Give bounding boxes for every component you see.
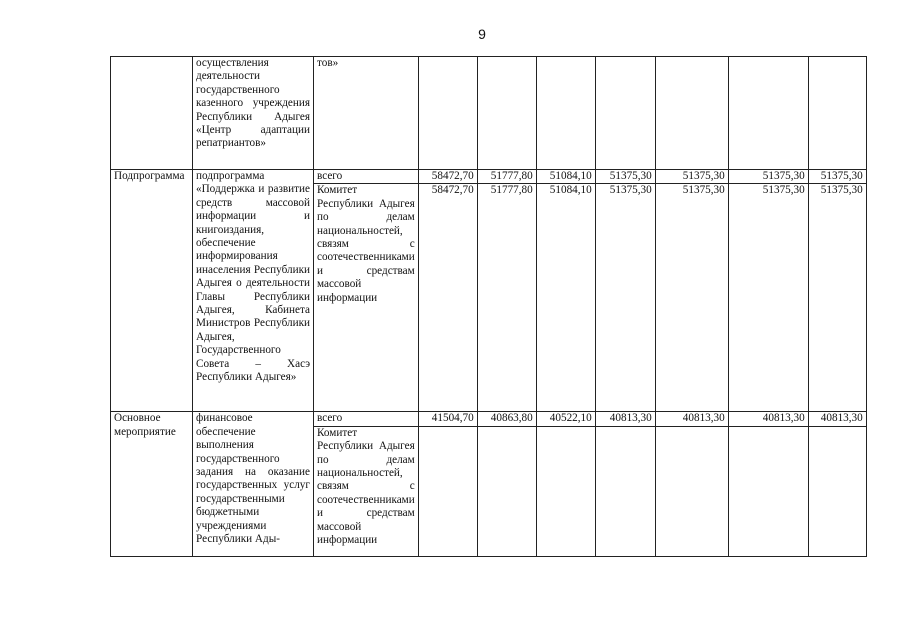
value-cell: 40522,10 [536, 412, 595, 426]
table-row-subprogram-total [111, 170, 867, 184]
value-cell [477, 57, 536, 170]
value-cell [595, 426, 655, 556]
budget-table [110, 56, 867, 557]
value-cell [418, 426, 477, 556]
value-cell [536, 57, 595, 170]
value-cell: 40813,30 [728, 412, 808, 426]
value-cell: 51375,30 [728, 170, 808, 184]
value-cell: 51777,80 [477, 184, 536, 412]
value-cell [728, 426, 808, 556]
value-cell: 51375,30 [595, 184, 655, 412]
value-cell [808, 426, 866, 556]
category-cell: Подпрограмма [111, 170, 193, 412]
value-cell: 51777,80 [477, 170, 536, 184]
value-cell [808, 57, 866, 170]
value-cell: 40813,30 [595, 412, 655, 426]
value-cell: 51375,30 [808, 184, 866, 412]
value-cell: 51375,30 [595, 170, 655, 184]
responsible-cell: тов» [314, 57, 419, 170]
value-cell [655, 57, 728, 170]
category-cell [111, 57, 193, 170]
value-cell: 51375,30 [808, 170, 866, 184]
value-cell: 51084,10 [536, 184, 595, 412]
value-cell: 51375,30 [655, 170, 728, 184]
activity-name-cell: осуществления деятельности государственного казенного учреждения Республики Адыгея «Центр адаптации репатриантов» [193, 57, 314, 170]
value-cell: 40813,30 [655, 412, 728, 426]
responsible-cell: Комитет Республики Адыгея по делам национальностей, связям с соотечественниками и средствам массовой информации [314, 426, 419, 556]
value-cell: 51084,10 [536, 170, 595, 184]
activity-name-cell: финансовое обеспечение выполнения государственного задания на оказание государственных услуг государственными бюджетными учреждениями Республики Ады- [193, 412, 314, 556]
value-cell [418, 57, 477, 170]
value-cell [477, 426, 536, 556]
value-cell: 51375,30 [655, 184, 728, 412]
table-row-main-activity-total [111, 412, 867, 426]
value-cell: 41504,70 [418, 412, 477, 426]
value-cell: 40813,30 [808, 412, 866, 426]
value-cell: 58472,70 [418, 184, 477, 412]
value-cell [536, 426, 595, 556]
value-cell: 58472,70 [418, 170, 477, 184]
activity-name-cell: подпрограмма «Поддержка и развитие средств массовой информации и книгоиздания, обеспечение информирования инаселения Республики Адыгея о деятельности Главы Республики Адыгея, Кабинета Министров Республики Адыгея, Государственного Совета – Хасэ Республики Адыгея» [193, 170, 314, 412]
table-row-continuation [111, 57, 867, 170]
value-cell [728, 57, 808, 170]
page-number: 9 [478, 26, 486, 42]
total-label-cell: всего [314, 170, 419, 184]
total-label-cell: всего [314, 412, 419, 426]
value-cell [655, 426, 728, 556]
category-cell: Основное мероприятие [111, 412, 193, 556]
value-cell: 40863,80 [477, 412, 536, 426]
value-cell: 51375,30 [728, 184, 808, 412]
responsible-cell: Комитет Республики Адыгея по делам национальностей, связям с соотечественниками и средствам массовой информации [314, 184, 419, 412]
value-cell [595, 57, 655, 170]
